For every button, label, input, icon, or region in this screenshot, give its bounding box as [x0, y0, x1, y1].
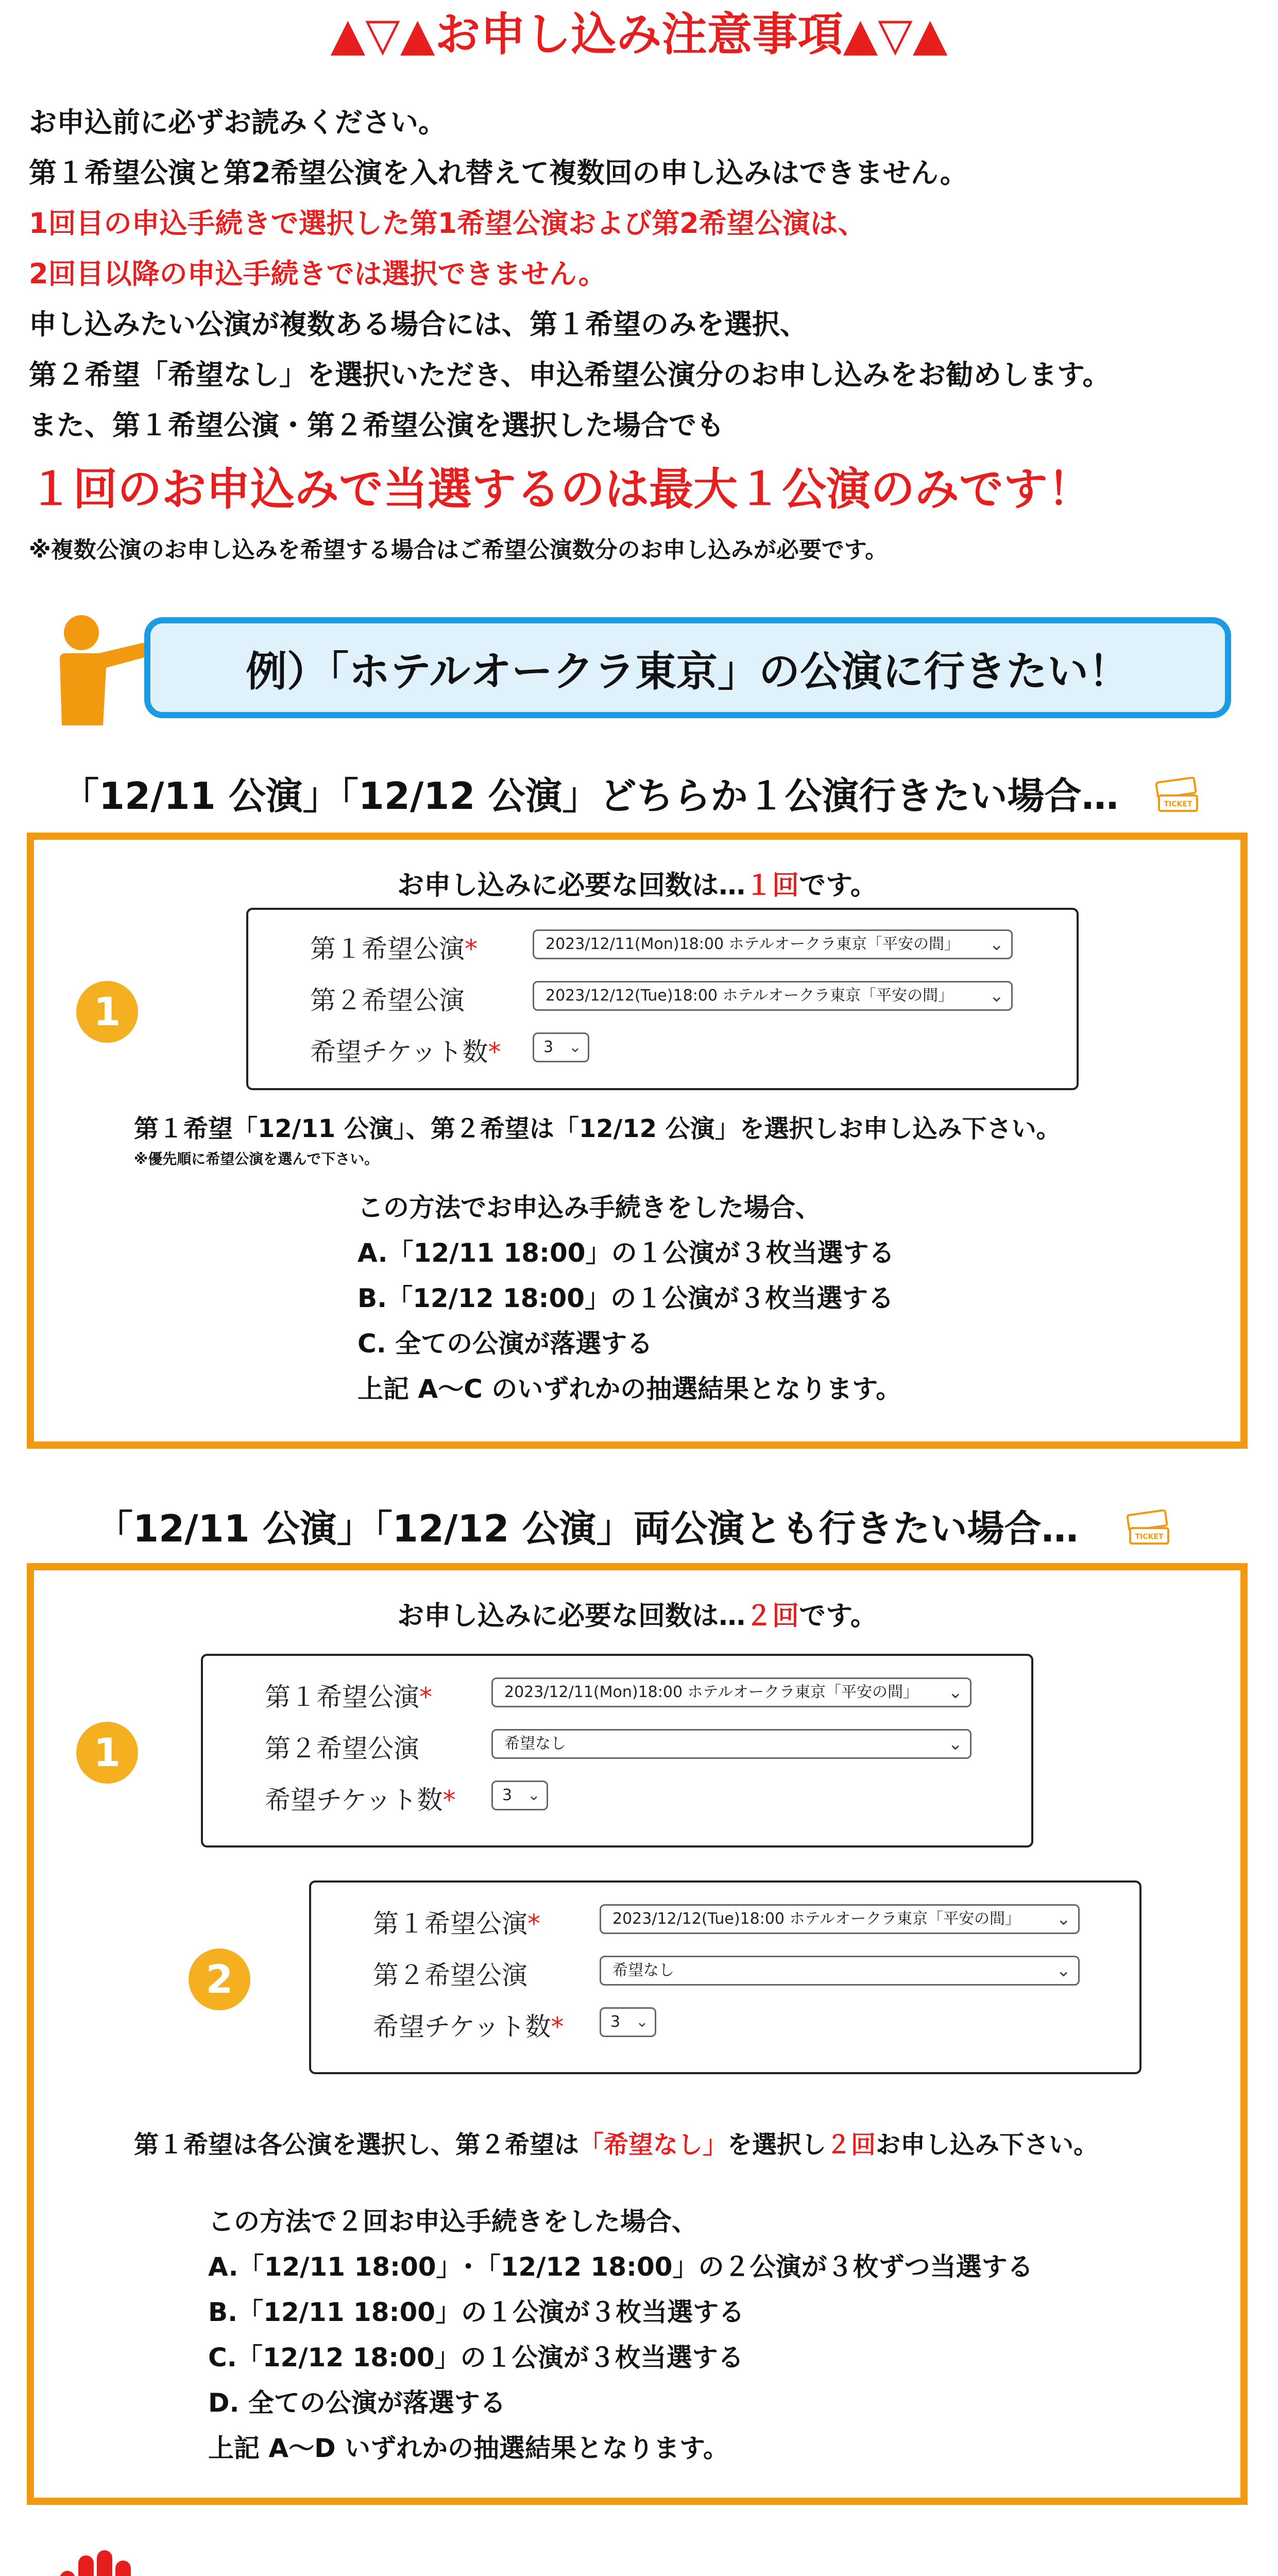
case2-result-3: C.「12/12 18:00」の１公演が３枚当選する [208, 2343, 744, 2372]
first-choice-label: 第１希望公演* [265, 1682, 432, 1712]
second-choice-select[interactable]: 希望なし ⌄ [491, 1729, 972, 1759]
case2-result-5: 上記 A〜D いずれかの抽選結果となります。 [208, 2433, 729, 2463]
ticket-icon [1125, 1510, 1171, 1547]
second-choice-label: 第２希望公演 [265, 1734, 419, 1764]
intro-line-3: 1回目の申込手続きで選択した第1希望公演および第2希望公演は、 [29, 207, 866, 240]
case1-form [246, 908, 1079, 1090]
case2-need-text: お申し込みに必要な回数は…２回です。 [397, 1601, 877, 1632]
pointing-person-icon [49, 612, 152, 725]
first-choice-label: 第１希望公演* [373, 1909, 540, 1939]
case1-result-4: 上記 A〜C のいずれかの抽選結果となります。 [357, 1374, 902, 1404]
chevron-down-icon: ⌄ [989, 986, 1004, 1006]
chevron-down-icon: ⌄ [1056, 1909, 1071, 1929]
first-choice-select[interactable]: 2023/12/11(Mon)18:00 ホテルオークラ東京「平安の間」 ⌄ [533, 929, 1013, 959]
page-title: ▲▽▲お申し込み注意事項▲▽▲ [330, 8, 948, 61]
case1-instruction-note: ※優先順に希望公演を選んで下さい。 [134, 1150, 379, 1167]
chevron-down-icon: ⌄ [568, 1038, 582, 1056]
chevron-down-icon: ⌄ [527, 1786, 540, 1804]
case1-result-1: A.「12/11 18:00」の１公演が３枚当選する [357, 1238, 895, 1268]
second-choice-select[interactable]: 希望なし ⌄ [600, 1956, 1080, 1986]
svg-text:TICKET: TICKET [1164, 800, 1192, 808]
first-choice-select[interactable]: 2023/12/11(Mon)18:00 ホテルオークラ東京「平安の間」 ⌄ [491, 1677, 972, 1707]
case1-result-2: B.「12/12 18:00」の１公演が３枚当選する [357, 1283, 894, 1313]
ticket-icon [1154, 777, 1200, 814]
case1-result-0: この方法でお申込み手続きをした場合、 [357, 1193, 821, 1223]
case2-result-2: B.「12/11 18:00」の１公演が３枚当選する [208, 2297, 745, 2327]
chevron-down-icon: ⌄ [1056, 1960, 1071, 1981]
case2-form-1 [201, 1654, 1033, 1848]
case1-need-text: お申し込みに必要な回数は…１回です。 [397, 870, 877, 901]
first-choice-select[interactable]: 2023/12/12(Tue)18:00 ホテルオークラ東京「平安の間」 ⌄ [600, 1904, 1080, 1934]
second-choice-select[interactable]: 2023/12/12(Tue)18:00 ホテルオークラ東京「平安の間」 ⌄ [533, 981, 1013, 1011]
chevron-down-icon: ⌄ [989, 934, 1004, 955]
case1-heading: 「12/11 公演」「12/12 公演」どちらか１公演行きたい場合… [62, 774, 1119, 818]
case2-form-2 [309, 1880, 1141, 2074]
step-badge-1: 1 [76, 1722, 138, 1784]
ticket-count-label: 希望チケット数* [310, 1037, 501, 1067]
intro-line-4: 2回目以降の申込手続きでは選択できません。 [29, 258, 606, 290]
case2-heading: 「12/11 公演」「12/12 公演」両公演とも行きたい場合… [96, 1507, 1079, 1550]
first-choice-label: 第１希望公演* [310, 934, 478, 964]
case2-instruction: 第１希望は各公演を選択し、第２希望は「希望なし」を選択し２回お申し込み下さい。 [134, 2130, 1099, 2159]
stop-hand-icon [41, 2550, 149, 2576]
step-badge-2: 2 [189, 1948, 250, 2010]
svg-text:TICKET: TICKET [1135, 1533, 1164, 1541]
second-choice-label: 第２希望公演 [310, 986, 465, 1015]
ticket-count-select[interactable]: 3 ⌄ [533, 1032, 589, 1062]
intro-line-5: 申し込みたい公演が複数ある場合には、第１希望のみを選択、 [29, 308, 808, 341]
chevron-down-icon: ⌄ [635, 2013, 649, 2031]
intro-line-2: 第１希望公演と第2希望公演を入れ替えて複数回の申し込みはできません。 [29, 157, 968, 189]
chevron-down-icon: ⌄ [948, 1682, 963, 1703]
case2-result-0: この方法で２回お申込手続きをした場合、 [208, 2207, 697, 2236]
step-badge-1: 1 [76, 981, 138, 1043]
chevron-down-icon: ⌄ [948, 1734, 963, 1754]
ticket-count-select[interactable]: 3 ⌄ [600, 2007, 656, 2037]
intro-line-6: 第２希望「希望なし」を選択いただき、申込希望公演分のお申し込みをお勧めします。 [29, 359, 1111, 391]
case2-result-4: D. 全ての公演が落選する [208, 2388, 506, 2418]
intro-line-1: お申込前に必ずお読みください。 [29, 106, 446, 139]
case2-result-1: A.「12/11 18:00」･「12/12 18:00」の２公演が３枚ずつ当選する [208, 2252, 1033, 2282]
case1-instruction: 第１希望「12/11 公演」、第２希望は「12/12 公演」を選択しお申し込み下さい。 [134, 1114, 1061, 1143]
ticket-count-label: 希望チケット数* [373, 2012, 564, 2042]
intro-warning: １回のお申込みで当選するのは最大１公演のみです！ [29, 464, 1092, 515]
case1-result-3: C. 全ての公演が落選する [357, 1329, 653, 1359]
example-banner: 例）「ホテルオークラ東京」の公演に行きたい！ [144, 617, 1231, 718]
second-choice-label: 第２希望公演 [373, 1960, 527, 1990]
intro-note: ※複数公演のお申し込みを希望する場合はご希望公演数分のお申し込みが必要です。 [29, 537, 888, 563]
intro-line-7: また、第１希望公演・第２希望公演を選択した場合でも [29, 409, 724, 442]
ticket-count-select[interactable]: 3 ⌄ [491, 1781, 548, 1810]
ticket-count-label: 希望チケット数* [265, 1785, 456, 1815]
